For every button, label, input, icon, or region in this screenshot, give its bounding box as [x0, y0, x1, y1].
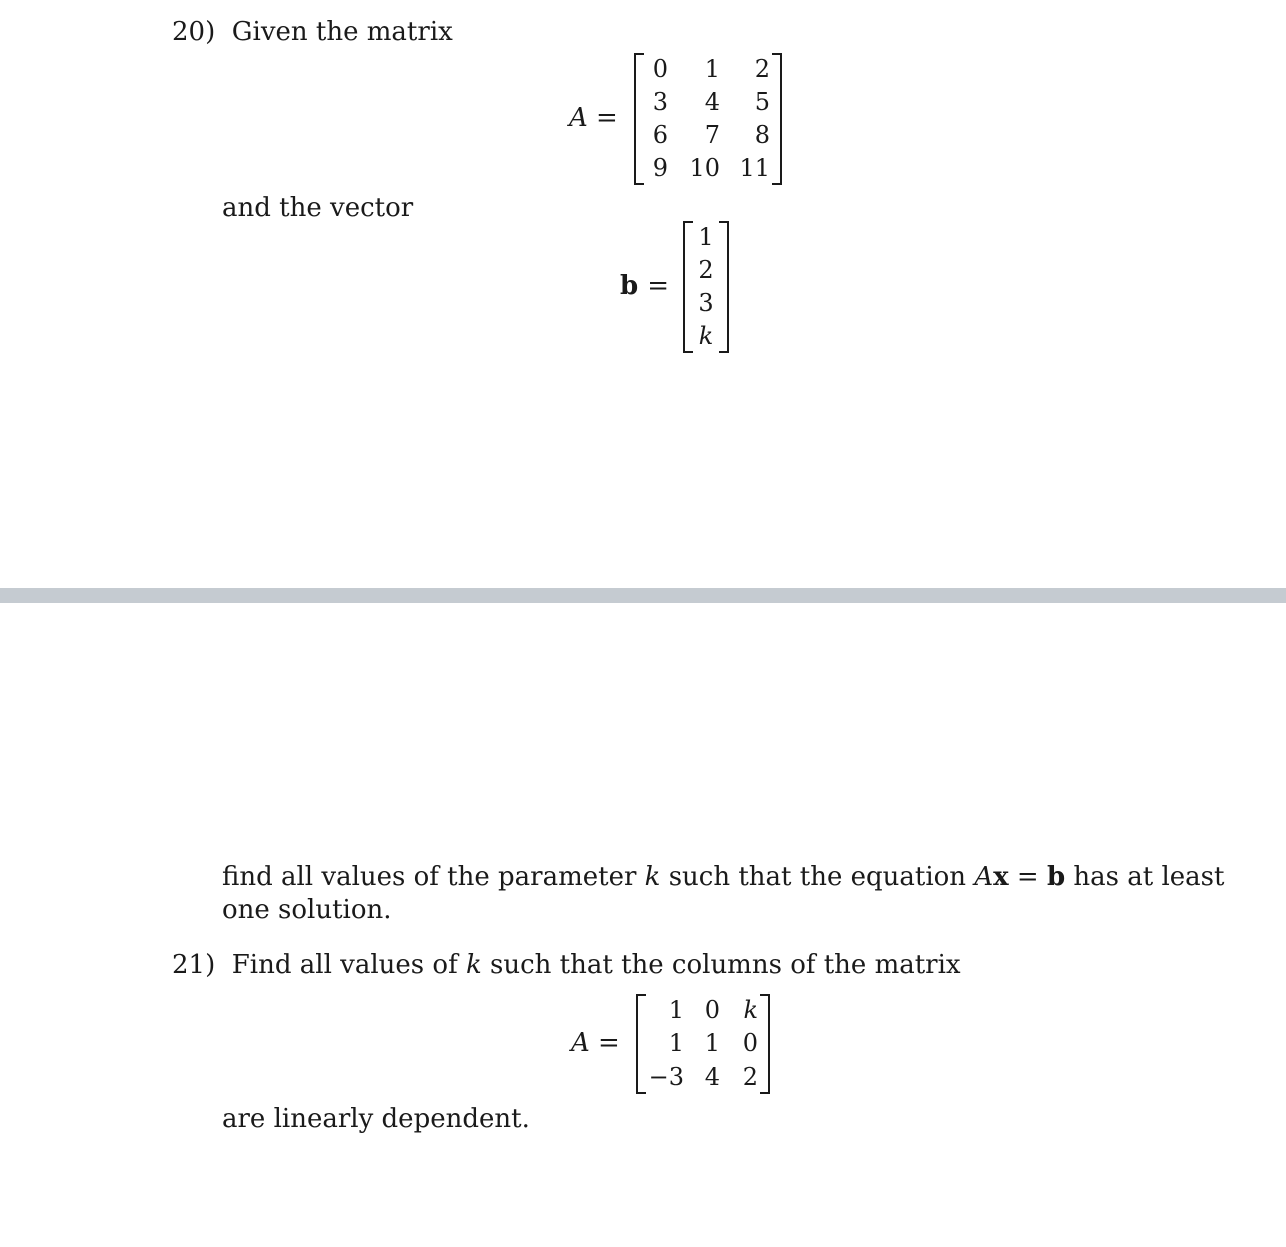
matrix-cell: 4 — [704, 1062, 720, 1091]
eq-b: b — [1046, 862, 1066, 892]
left-bracket — [634, 53, 644, 185]
matrix-cell: 9 — [652, 154, 668, 182]
matrix-cell: −3 — [648, 1062, 684, 1091]
right-bracket — [772, 53, 782, 185]
matrix-cell: 2 — [698, 256, 714, 284]
question-var-k: k — [644, 862, 661, 892]
problem-20-number: 20) — [172, 17, 216, 47]
matrix-cell: 8 — [754, 121, 770, 149]
matrix-cell: 6 — [652, 121, 668, 149]
eq-equals: = — [1016, 862, 1039, 892]
matrix-cell: 1 — [668, 1029, 684, 1058]
problem-20-question — [222, 861, 1224, 893]
matrix-cell: 3 — [698, 289, 714, 317]
problem-21-var-k: k — [465, 950, 482, 980]
matrix-cell: 1 — [704, 55, 720, 83]
matrix-cell: 1 — [704, 1029, 720, 1058]
matrix-cell: 0 — [742, 1029, 758, 1058]
question-text-1: find all values of the parameter — [222, 862, 637, 892]
problem-20-intro: Given the matrix — [231, 17, 453, 47]
matrix-cell: 0 — [652, 55, 668, 83]
problem-21-intro-1: Find all values of — [231, 950, 458, 980]
vector-b-grid — [693, 221, 719, 353]
left-bracket — [636, 994, 646, 1094]
matrix-cell: 2 — [754, 55, 770, 83]
vector-intro: and the vector — [222, 193, 414, 223]
question-text-2: such that the equation — [668, 862, 967, 892]
matrix-a — [634, 53, 782, 185]
matrix-a2-grid — [646, 994, 760, 1094]
problem-20-heading — [172, 16, 453, 48]
matrix-cell: 1 — [698, 223, 714, 251]
eq-x: x — [993, 862, 1009, 892]
vector-b-label: b = — [620, 271, 670, 301]
matrix-a2-label: A = — [571, 1028, 620, 1058]
matrix-cell: k — [698, 322, 714, 350]
matrix-cell: 7 — [704, 121, 720, 149]
matrix-a2 — [636, 994, 770, 1094]
matrix-cell: 1 — [668, 996, 684, 1024]
matrix-cell: 2 — [742, 1062, 758, 1091]
question-text-3: has at least — [1073, 862, 1225, 892]
matrix-cell: 3 — [652, 88, 668, 116]
vector-b — [683, 221, 729, 353]
matrix-cell: 10 — [689, 154, 720, 182]
matrix-cell: 4 — [704, 88, 720, 116]
right-bracket — [760, 994, 770, 1094]
right-bracket — [719, 221, 729, 353]
problem-21-heading — [172, 949, 961, 981]
matrix-a-label: A = — [569, 103, 618, 133]
page-separator — [0, 588, 1286, 603]
matrix-cell: 0 — [704, 996, 720, 1024]
problem-20-question-line2: one solution. — [222, 895, 392, 925]
problem-21-intro-2: such that the columns of the matrix — [490, 950, 961, 980]
problem-21-outro: are linearly dependent. — [222, 1104, 530, 1134]
matrix-cell: 11 — [739, 154, 770, 182]
left-bracket — [683, 221, 693, 353]
matrix-cell: 5 — [754, 88, 770, 116]
matrix-a-grid — [644, 53, 772, 185]
eq-a: A — [974, 862, 994, 892]
matrix-cell: k — [743, 996, 758, 1024]
problem-21-number: 21) — [172, 950, 216, 980]
